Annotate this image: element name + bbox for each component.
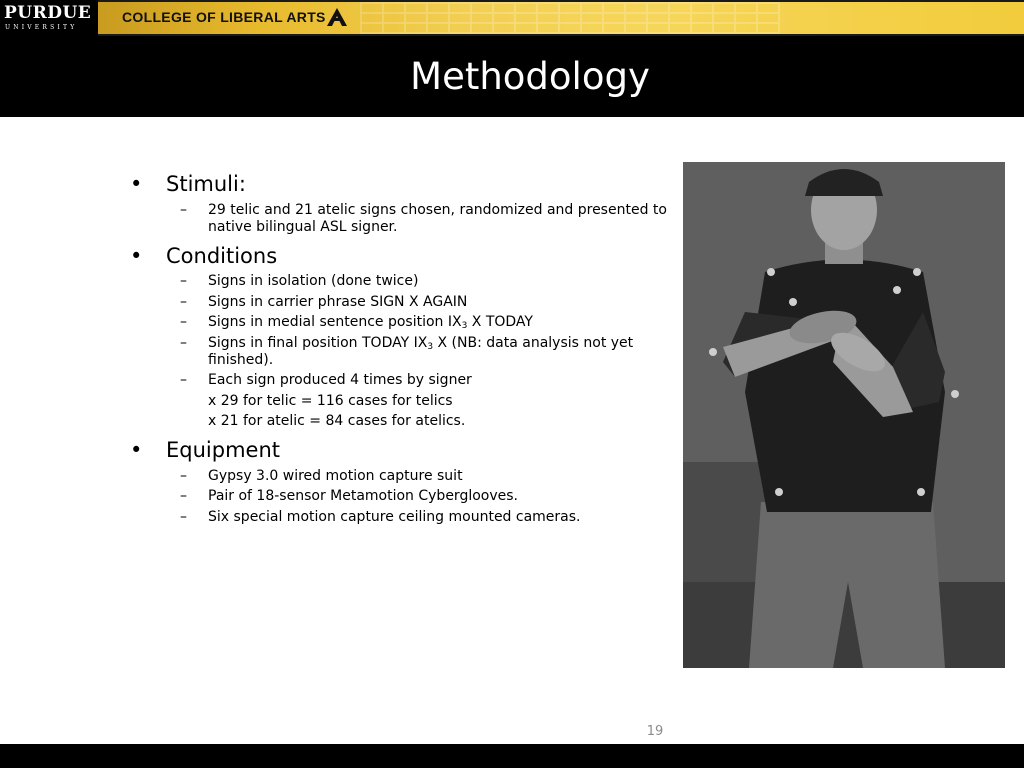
conditions-item-text: Signs in medial sentence position IX (208, 314, 462, 330)
purdue-logo (0, 0, 98, 36)
page-number: 19 (646, 724, 664, 739)
subscript: 3 (427, 341, 434, 352)
dash-icon: – (180, 273, 187, 289)
equipment-item-text: Gypsy 3.0 wired motion capture suit (208, 467, 463, 484)
college-name: COLLEGE OF LIBERAL ARTS (122, 9, 326, 25)
equipment-item-text: Pair of 18-sensor Metamotion Cyberglooves. (208, 488, 518, 504)
conditions-item-text: Signs in carrier phrase SIGN X AGAIN (208, 293, 468, 310)
conditions-item (128, 335, 673, 369)
dash-icon: – (180, 467, 187, 484)
dash-icon: – (180, 372, 187, 388)
conditions-item-text: Each sign produced 4 times by signer (208, 372, 472, 388)
title-bar (0, 36, 1024, 117)
conditions-item (128, 372, 673, 389)
stimuli-item (128, 202, 673, 236)
conditions-item-text: Signs in isolation (done twice) (208, 273, 419, 289)
bullet-icon: • (130, 243, 143, 268)
dash-icon: – (180, 293, 187, 310)
signer-figure-icon (683, 162, 1005, 668)
stimuli-item-text: 29 telic and 21 atelic signs chosen, randomized and presented to native bilingual ASL signer. (208, 201, 667, 235)
conditions-item-text: X TODAY (467, 314, 533, 330)
dash-icon: – (180, 201, 187, 218)
dash-icon: – (180, 488, 187, 504)
dash-icon: – (180, 314, 187, 330)
dash-icon: – (180, 508, 187, 525)
equipment-item (128, 468, 673, 485)
conditions-item-text: Signs in final position TODAY IX (208, 334, 428, 351)
conditions-item (128, 294, 673, 311)
conditions-item-text: X (NB: data analysis not yet finished). (208, 334, 634, 368)
equipment-item (128, 488, 673, 505)
conditions-continuation: x 21 for atelic = 84 cases for atelics. (208, 413, 466, 429)
conditions-item (128, 314, 673, 331)
bullet-equipment (128, 436, 673, 464)
purdue-wordmark: PURDUE (4, 3, 92, 23)
subscript: 3 (461, 321, 468, 331)
conditions-continuation: x 29 for telic = 116 cases for telics (208, 392, 453, 409)
banner-pattern (360, 2, 780, 34)
footer-bar (0, 744, 1024, 768)
dash-icon: – (180, 334, 187, 351)
conditions-item (128, 273, 673, 290)
liberal-arts-a-icon (326, 7, 348, 27)
bullet-conditions (128, 242, 673, 270)
equipment-item (128, 509, 673, 526)
bullet-icon: • (130, 172, 143, 196)
bullet-stimuli (128, 170, 673, 198)
slide-content (128, 166, 673, 526)
header-banner (0, 0, 1024, 36)
purdue-subtitle: UNIVERSITY (5, 24, 78, 31)
signer-photo (683, 162, 1005, 668)
slide-title: Methodology (410, 55, 650, 98)
equipment-item-text: Six special motion capture ceiling mounted cameras. (208, 508, 581, 525)
equipment-heading: Equipment (166, 438, 280, 462)
stimuli-heading: Stimuli: (166, 172, 246, 196)
bullet-icon: • (130, 438, 143, 462)
conditions-heading: Conditions (166, 243, 278, 268)
